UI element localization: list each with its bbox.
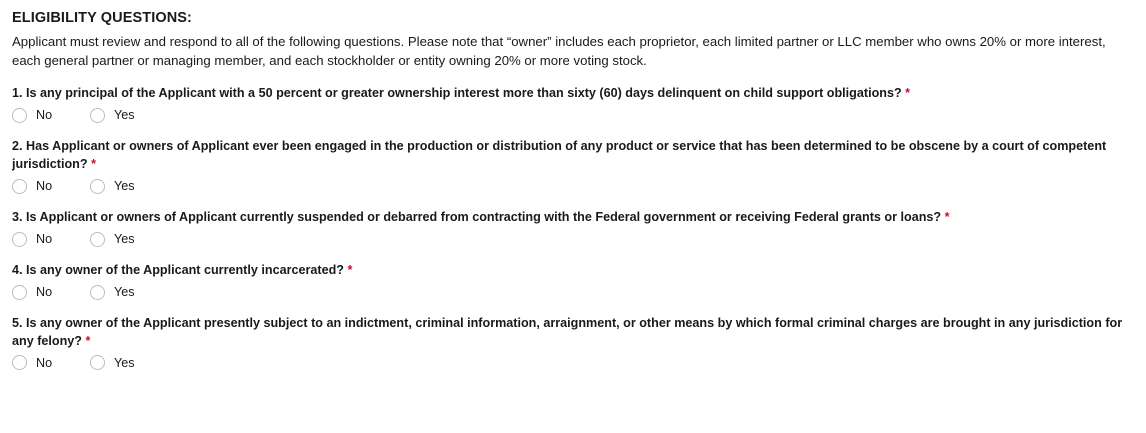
- section-title: ELIGIBILITY QUESTIONS:: [12, 10, 192, 26]
- question-5-option-yes[interactable]: [90, 355, 135, 370]
- option-label-no: No: [36, 284, 53, 299]
- radio-icon[interactable]: [12, 232, 27, 247]
- radio-icon[interactable]: [12, 285, 27, 300]
- question-2-option-no[interactable]: [12, 179, 90, 194]
- question-4-option-yes[interactable]: [90, 285, 135, 300]
- radio-icon[interactable]: [90, 285, 105, 300]
- question-4: [12, 262, 1134, 300]
- option-label-no: No: [36, 231, 53, 246]
- question-3-label: Is Applicant or owners of Applicant currently suspended or debarred from contracting with the Federal government or receiving Federal grants or loans?: [26, 209, 942, 224]
- option-label-no: No: [36, 108, 53, 123]
- question-1-required-icon: *: [905, 86, 911, 101]
- question-2-text: [12, 138, 1134, 174]
- question-4-options: [12, 285, 1134, 300]
- question-1-option-no[interactable]: [12, 108, 90, 123]
- radio-icon[interactable]: [90, 108, 105, 123]
- question-4-option-no[interactable]: [12, 285, 90, 300]
- radio-icon[interactable]: [90, 232, 105, 247]
- question-1-number: 1.: [12, 86, 23, 101]
- question-5-number: 5.: [12, 315, 23, 330]
- question-3-text: [12, 209, 1134, 227]
- question-5-label: Is any owner of the Applicant presently subject to an indictment, criminal information, arraignment, or other means by which formal criminal charges are brought in any jurisdiction for any felony?: [12, 315, 1123, 348]
- question-1-options: [12, 108, 1134, 123]
- radio-icon[interactable]: [12, 108, 27, 123]
- question-1-label: Is any principal of the Applicant with a 50 percent or greater ownership interest more than sixty (60) days delinquent on child support obligations?: [26, 86, 902, 101]
- radio-icon[interactable]: [12, 355, 27, 370]
- question-5-required-icon: *: [85, 333, 91, 348]
- question-5-options: [12, 355, 1134, 370]
- question-2-required-icon: *: [91, 157, 96, 172]
- question-5-text: [12, 315, 1134, 351]
- question-3-number: 3.: [12, 209, 23, 224]
- question-4-number: 4.: [12, 262, 23, 277]
- question-1-option-yes[interactable]: [90, 108, 135, 123]
- radio-icon[interactable]: [90, 179, 105, 194]
- option-label-yes: Yes: [114, 284, 135, 299]
- question-4-text: [12, 262, 1134, 280]
- question-3-required-icon: *: [944, 209, 950, 224]
- question-4-label: Is any owner of the Applicant currently incarcerated?: [26, 262, 344, 277]
- question-2-options: [12, 179, 1134, 194]
- option-label-no: No: [36, 355, 53, 370]
- question-5-option-no[interactable]: [12, 355, 90, 370]
- question-2: [12, 138, 1134, 194]
- question-3-options: [12, 232, 1134, 247]
- option-label-yes: Yes: [114, 355, 135, 370]
- question-3-option-yes[interactable]: [90, 232, 135, 247]
- question-2-option-yes[interactable]: [90, 179, 135, 194]
- option-label-yes: Yes: [114, 108, 135, 123]
- question-5: [12, 315, 1134, 371]
- question-2-label: Has Applicant or owners of Applicant ever been engaged in the production or distribution of any product or service that has been determined to be obscene by a court of competent jurisdiction?: [12, 139, 1107, 172]
- question-1: [12, 85, 1134, 123]
- radio-icon[interactable]: [90, 355, 105, 370]
- option-label-no: No: [36, 179, 53, 194]
- question-4-required-icon: *: [347, 262, 353, 277]
- question-3: [12, 209, 1134, 247]
- question-1-text: [12, 85, 1134, 103]
- option-label-yes: Yes: [114, 231, 135, 246]
- question-3-option-no[interactable]: [12, 232, 90, 247]
- radio-icon[interactable]: [12, 179, 27, 194]
- option-label-yes: Yes: [114, 179, 135, 194]
- section-intro: Applicant must review and respond to all of the following questions. Please note that “owner” includes each proprietor, each limited partner or LLC member who owns 20% or more interest, each general partner or managing member, and each stockholder or entity owning 20% or more voting stock.: [12, 34, 1106, 69]
- question-2-number: 2.: [12, 139, 23, 154]
